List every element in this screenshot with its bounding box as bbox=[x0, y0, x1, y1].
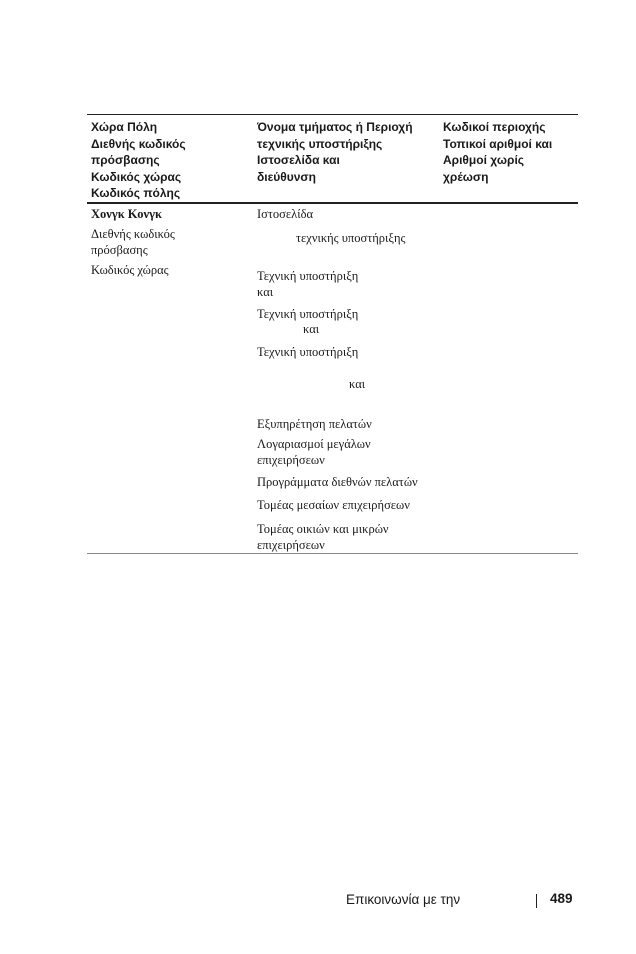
header-line: πρόσβασης bbox=[91, 153, 160, 167]
cell-text: Ιστοσελίδα bbox=[257, 207, 314, 221]
header-line: χρέωση bbox=[443, 169, 489, 184]
header-line: Χώρα Πόλη bbox=[91, 120, 158, 134]
header-line: Διεθνής κωδικός bbox=[91, 136, 186, 151]
header-col-country bbox=[91, 119, 186, 202]
cell-text: Εξυπηρέτηση πελατών bbox=[257, 417, 372, 431]
cell-text: Τεχνική υποστήριξη bbox=[257, 345, 359, 359]
cell-text: Τεχνική υποστήριξη bbox=[257, 269, 359, 283]
header-line: τεχνικής υποστήριξης bbox=[257, 136, 383, 151]
footer-section-title: Επικοινωνία με την bbox=[346, 892, 461, 907]
cell-text: Προγράμματα διεθνών πελατών bbox=[257, 475, 418, 489]
header-line: Κωδικοί περιοχής bbox=[443, 120, 546, 134]
header-line: Τοπικοί αριθμοί και bbox=[443, 136, 553, 151]
header-col-codes bbox=[443, 119, 552, 185]
header-col-department bbox=[257, 119, 413, 185]
cell-text: Λογαριασμοί μεγάλων bbox=[257, 437, 371, 451]
table-header-rule bbox=[87, 202, 578, 204]
table-top-rule bbox=[87, 114, 578, 115]
cell-text: και bbox=[303, 322, 320, 336]
header-line: Αριθμοί χωρίς bbox=[443, 153, 525, 167]
cell-text: και bbox=[349, 377, 366, 391]
country-name: Χονγκ Κονγκ bbox=[91, 207, 162, 221]
cell-text: επιχειρήσεων bbox=[257, 453, 325, 467]
page-number: 489 bbox=[550, 891, 573, 906]
header-line: Κωδικός χώρας bbox=[91, 169, 182, 184]
cell-text: Τομέας οικιών και μικρών bbox=[257, 522, 389, 536]
cell-text: Τομέας μεσαίων επιχειρήσεων bbox=[257, 498, 410, 512]
cell-text: Κωδικός χώρας bbox=[91, 263, 169, 277]
cell-text: πρόσβασης bbox=[91, 243, 148, 257]
header-line: Κωδικός πόλης bbox=[91, 186, 181, 200]
cell-text: Τεχνική υποστήριξη bbox=[257, 307, 359, 321]
header-line: Ιστοσελίδα και bbox=[257, 153, 340, 167]
cell-text: επιχειρήσεων bbox=[257, 538, 325, 552]
cell-text: τεχνικής υποστήριξης bbox=[296, 231, 406, 245]
header-line: διεύθυνση bbox=[257, 169, 316, 184]
cell-text: Διεθνής κωδικός bbox=[91, 227, 175, 241]
header-line: Όνομα τμήματος ή Περιοχή bbox=[257, 120, 413, 134]
footer-divider bbox=[536, 894, 537, 908]
cell-text: και bbox=[257, 285, 274, 299]
table-bottom-rule bbox=[87, 553, 578, 554]
